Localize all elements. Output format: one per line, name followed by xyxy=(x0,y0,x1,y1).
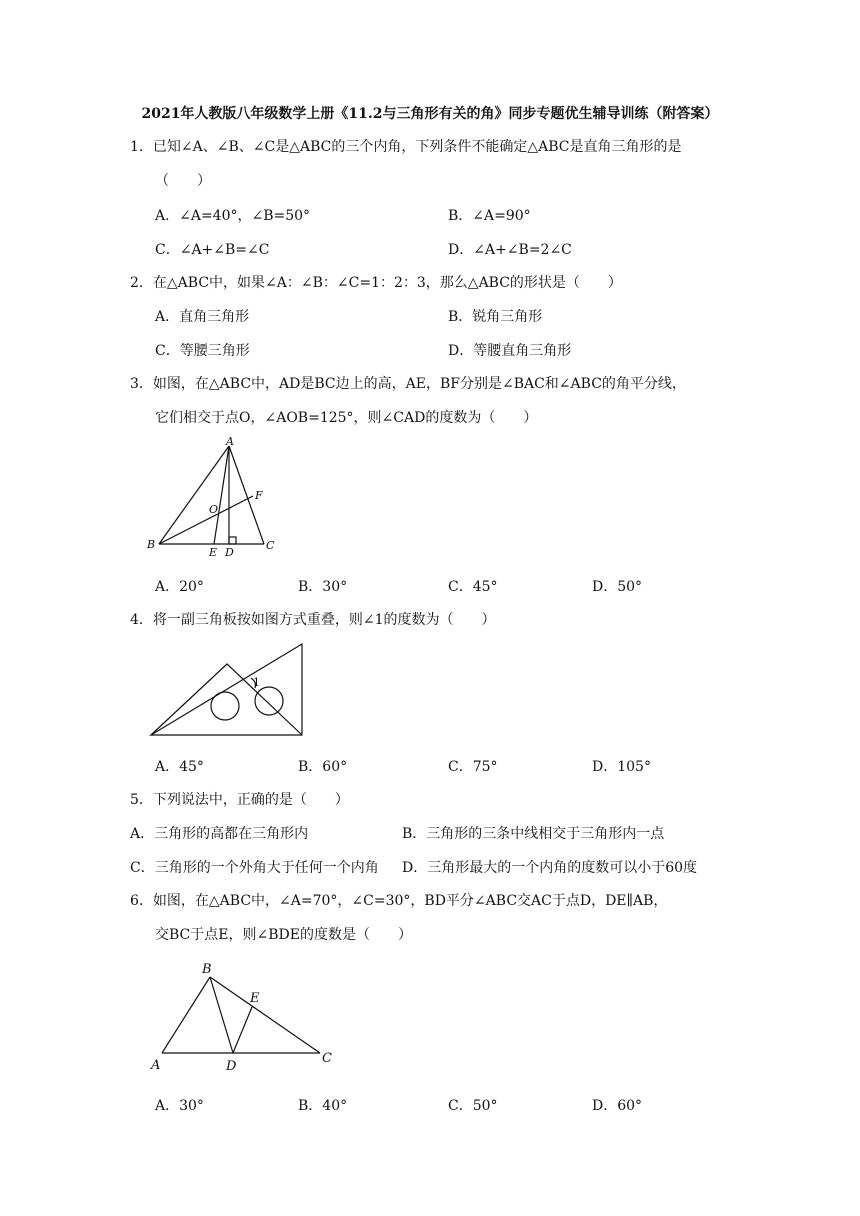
q6-side-ab xyxy=(162,977,210,1053)
question-4-option-b: B．60° xyxy=(298,759,348,775)
q3-bisector-bf xyxy=(159,496,253,544)
question-6-text-line2: 交BC于点E，则∠BDE的度数是（ ） xyxy=(155,927,412,943)
question-1-option-d: D．∠A+∠B=2∠C xyxy=(448,242,572,258)
q4-hole-left xyxy=(211,692,239,720)
question-6-option-d: D．60° xyxy=(592,1098,643,1114)
q6-segment-de xyxy=(233,1007,252,1053)
document-title: 2021年人教版八年级数学上册《11.2与三角形有关的角》同步专题优生辅导训练（附答案） xyxy=(141,106,719,122)
question-1-option-c: C．∠A+∠B=∠C xyxy=(155,242,270,258)
question-2-option-d: D．等腰直角三角形 xyxy=(448,343,572,359)
question-1-text: 1．已知∠A、∠B、∠C是△ABC的三个内角，下列条件不能确定△ABC是直角三角形的是 xyxy=(130,139,682,155)
q4-hole-right xyxy=(255,687,283,715)
question-2-option-b: B．锐角三角形 xyxy=(448,309,543,325)
question-5-text: 5．下列说法中，正确的是（ ） xyxy=(130,792,349,808)
question-5-option-d: D．三角形最大的一个内角的度数可以小于60度 xyxy=(402,860,698,876)
q6-bisector-bd xyxy=(210,977,233,1053)
q3-label-o: O xyxy=(209,503,219,516)
question-6-figure xyxy=(145,955,345,1075)
question-6-option-b: B．40° xyxy=(298,1098,348,1114)
question-5-option-a: A．三角形的高都在三角形内 xyxy=(130,826,309,842)
q6-side-bc xyxy=(210,977,320,1053)
question-6-option-a: A．30° xyxy=(155,1098,204,1114)
question-4-option-c: C．75° xyxy=(448,759,498,775)
q3-side-ab xyxy=(159,446,229,544)
q6-label-d: D xyxy=(226,1059,237,1074)
q3-bisector-ae xyxy=(214,446,229,544)
question-1-option-b: B．∠A=90° xyxy=(448,208,531,224)
question-5-option-b: B．三角形的三条中线相交于三角形内一点 xyxy=(402,826,665,842)
question-2-text: 2．在△ABC中，如果∠A：∠B：∠C=1：2：3，那么△ABC的形状是（ ） xyxy=(130,275,622,291)
question-3-text-line2: 它们相交于点O，∠AOB=125°，则∠CAD的度数为（ ） xyxy=(155,410,538,426)
question-3-option-a: A．20° xyxy=(155,579,204,595)
question-6-option-c: C．50° xyxy=(448,1098,498,1114)
q6-label-a: A xyxy=(151,1058,161,1073)
question-6-text: 6．如图，在△ABC中，∠A=70°，∠C=30°，BD平分∠ABC交AC于点D，DE∥AB， xyxy=(130,893,668,909)
q6-label-e: E xyxy=(250,991,260,1006)
question-2-option-c: C．等腰三角形 xyxy=(155,343,250,359)
question-3-option-c: C．45° xyxy=(448,579,498,595)
q4-angle-1-label: 1 xyxy=(253,676,260,689)
q3-label-c: C xyxy=(266,539,275,552)
question-4-text: 4．将一副三角板按如图方式重叠，则∠1的度数为（ ） xyxy=(130,612,496,628)
question-3-figure xyxy=(140,432,290,560)
q3-label-f: F xyxy=(255,489,263,502)
q6-label-b: B xyxy=(202,962,212,977)
question-3-text: 3．如图，在△ABC中，AD是BC边上的高，AE，BF分别是∠BAC和∠ABC的角平分线， xyxy=(130,376,686,392)
q4-set-square-30-60 xyxy=(151,644,302,735)
q3-right-angle-mark xyxy=(229,537,236,544)
q3-label-d: D xyxy=(225,546,234,559)
q3-label-a: A xyxy=(226,435,234,448)
question-3-option-d: D．50° xyxy=(592,579,643,595)
q6-label-c: C xyxy=(322,1051,332,1066)
q3-label-b: B xyxy=(147,538,156,551)
question-4-option-d: D．105° xyxy=(592,759,651,775)
question-2-option-a: A．直角三角形 xyxy=(155,309,250,325)
q4-set-square-45 xyxy=(151,664,302,735)
question-4-option-a: A．45° xyxy=(155,759,204,775)
question-1-answer-blank: （ ） xyxy=(155,173,211,189)
question-1-option-a: A．∠A=40°，∠B=50° xyxy=(155,208,311,224)
question-4-figure xyxy=(145,640,310,740)
q3-label-e: E xyxy=(209,546,218,559)
question-3-option-b: B．30° xyxy=(298,579,348,595)
question-5-option-c: C．三角形的一个外角大于任何一个内角 xyxy=(130,860,379,876)
